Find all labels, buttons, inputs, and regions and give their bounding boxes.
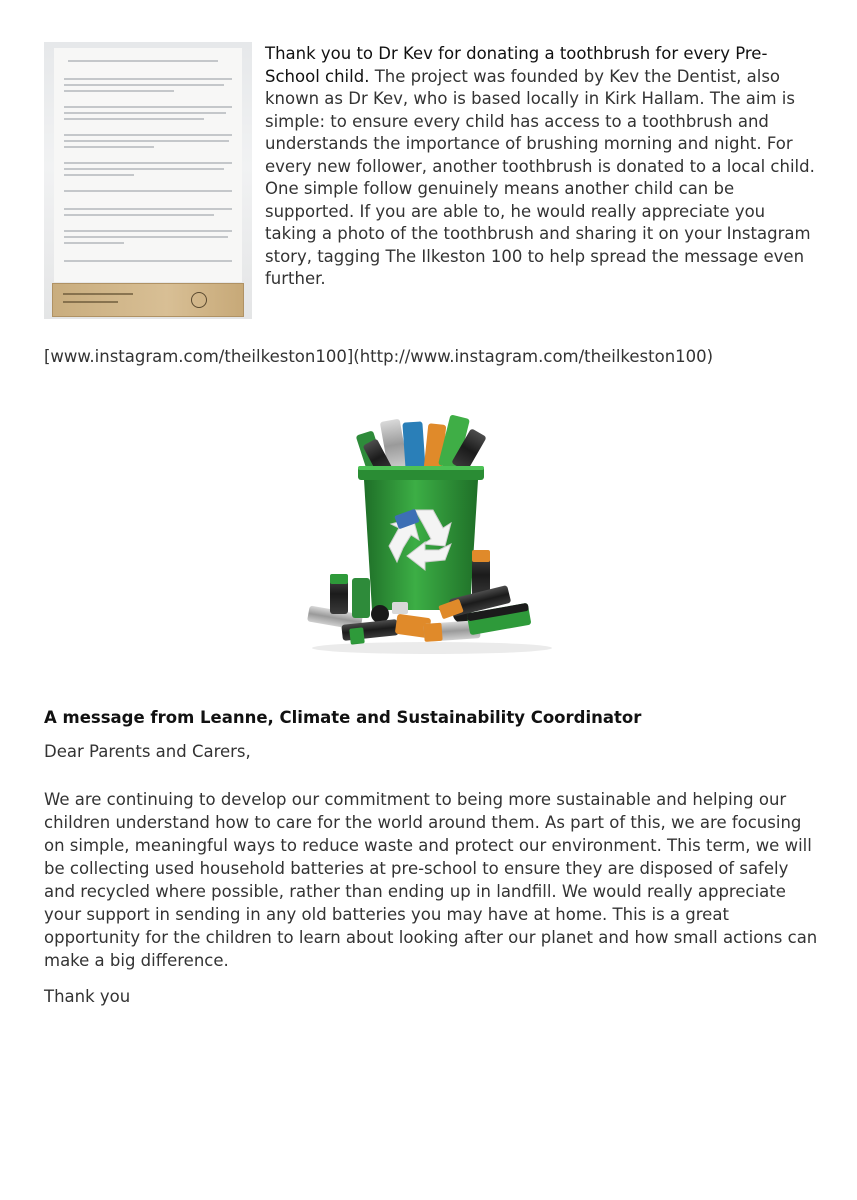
battery-recycling-bin-illustration <box>300 410 565 660</box>
toothbrush-letter-photo <box>44 42 252 319</box>
sustainability-heading: A message from Leanne, Climate and Sustainability Coordinator <box>44 708 642 727</box>
toothbrush-body: The project was founded by Kev the Dentist, also known as Dr Kev, who is based locally in Kirk Hallam. The aim is simple: to ensure every child has access to a toothbrush and understands the importance of brushing morning and night. For every new follower, another toothbrush is donated to a local child. One simple follow genuinely means another child can be supported. If you are able to, he would really appreciate you taking a photo of the toothbrush and sharing it on your Instagram story, tagging The Ilkeston 100 to help spread the message even further. <box>265 66 815 288</box>
instagram-link[interactable]: [www.instagram.com/theilkeston100](http://www.instagram.com/theilkeston100) <box>44 347 714 366</box>
letter-sheet <box>54 48 242 282</box>
toothbrush-box <box>52 283 244 317</box>
greeting: Dear Parents and Carers, <box>44 742 251 761</box>
toothbrush-lead: Thank you to Dr Kev for donating a toothbrush for every Pre-School child. <box>265 44 768 86</box>
toothbrush-paragraph <box>265 43 817 291</box>
sustainability-paragraph: We are continuing to develop our commitment to being more sustainable and helping our children understand how to care for the world around them. As part of this, we are focusing on simple, meaningful ways to reduce waste and protect our environment. This term, we will be collecting used household batteries at pre-school to ensure they are disposed of safely and recycled where possible, rather than ending up in landfill. We would really appreciate your support in sending in any old batteries you may have at home. This is a great opportunity for the children to learn about looking after our planet and how small actions can make a big difference. <box>44 790 818 970</box>
signoff: Thank you <box>44 987 131 1006</box>
box-logo-icon <box>191 292 207 308</box>
